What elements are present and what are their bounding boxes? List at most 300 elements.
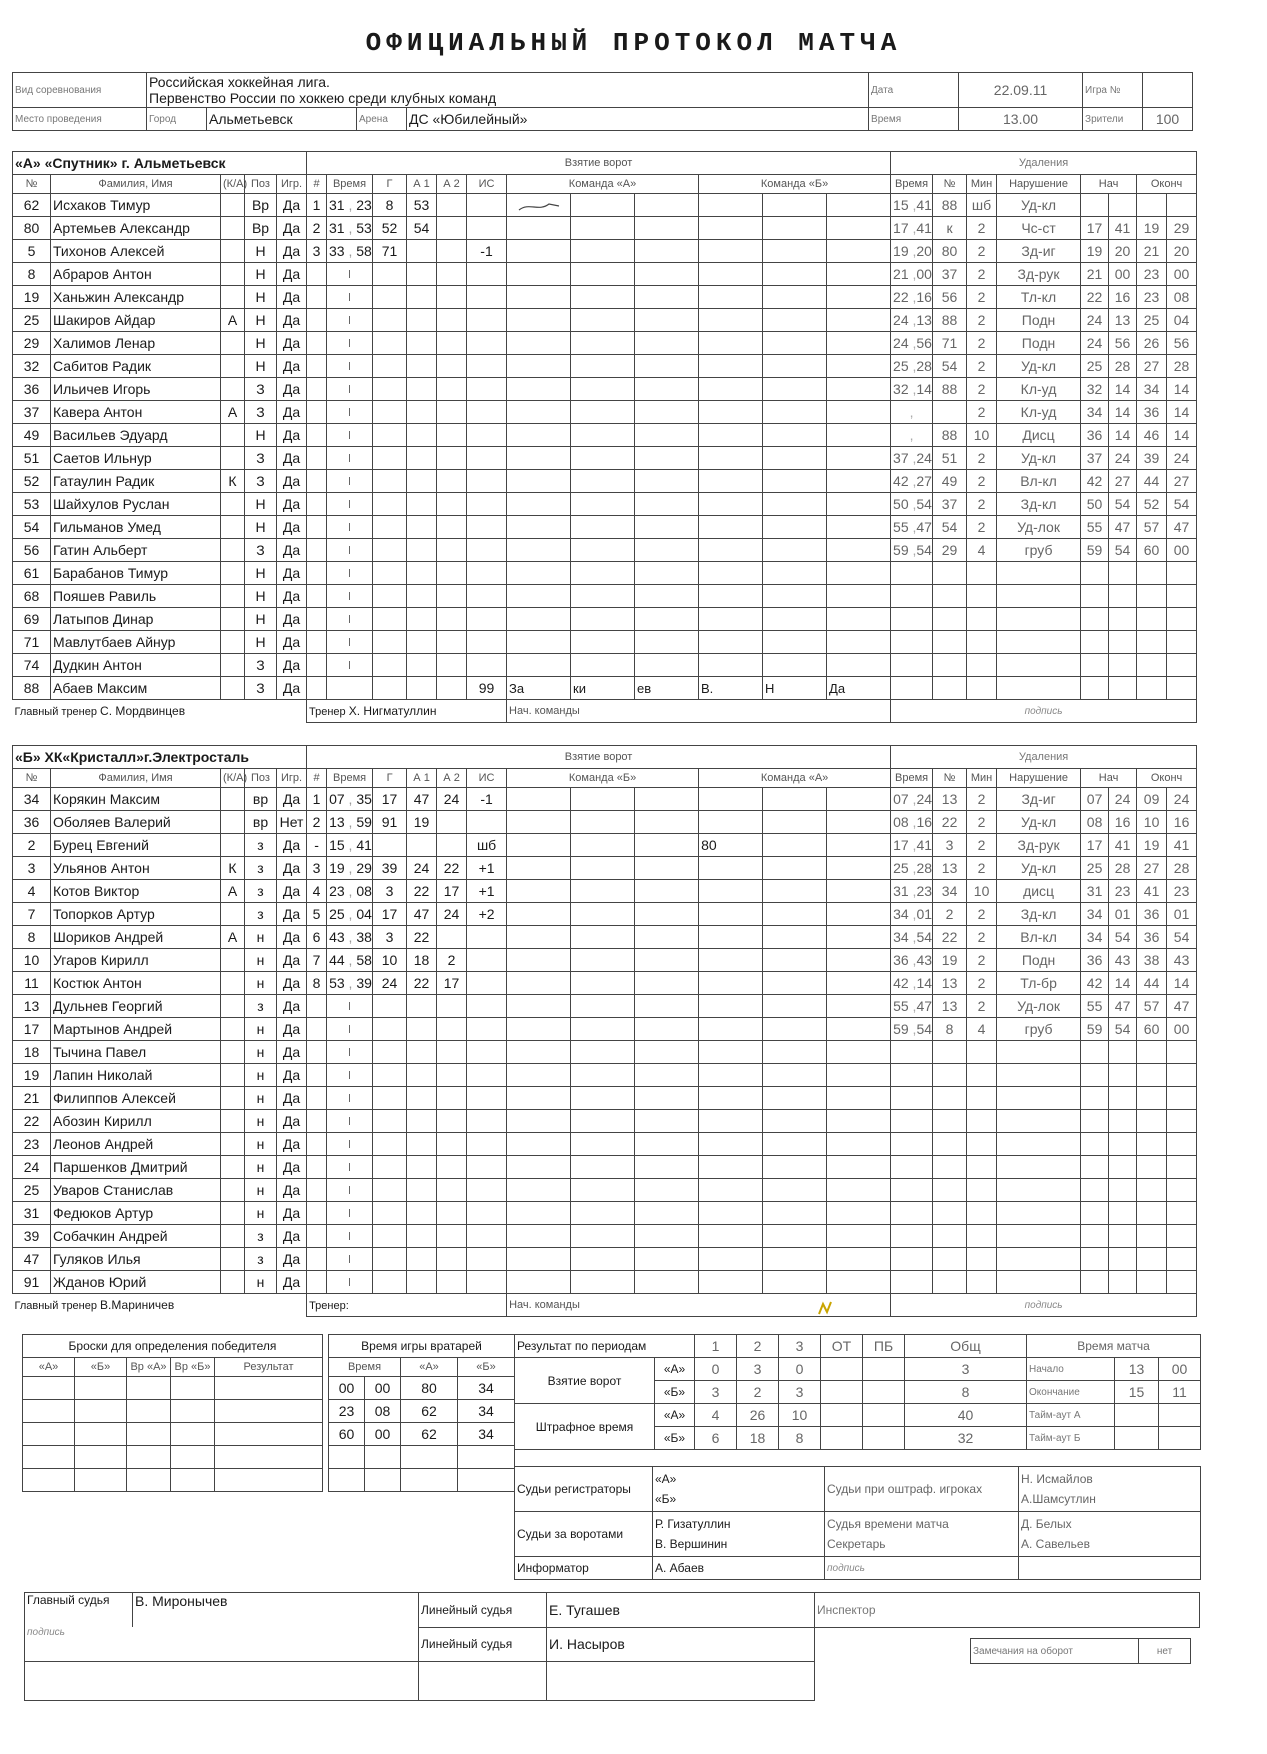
col-pen-minutes: Мин [967, 769, 997, 788]
goal-empty [467, 654, 507, 677]
pen-empty [1109, 1202, 1137, 1225]
player-name: Гатин Альберт [51, 539, 221, 562]
goal-minute: 25 [329, 906, 345, 922]
pen-player: 88 [933, 378, 967, 401]
goal-empty [373, 631, 407, 654]
goal-plus-minus: шб [467, 834, 507, 857]
player-row [13, 355, 1197, 378]
pen-empty [967, 1271, 997, 1294]
pen-infraction: Зд-рук [997, 834, 1081, 857]
goal-plus-minus [467, 926, 507, 949]
player-played: Да [277, 332, 307, 355]
goalie-empty [329, 1469, 365, 1492]
goal-assist-1 [407, 240, 437, 263]
goal-empty [373, 1271, 407, 1294]
player-name: Халимов Ленар [51, 332, 221, 355]
pen-start-sec: 41 [1109, 217, 1137, 240]
goal-empty [437, 1271, 467, 1294]
team-goal-cell [827, 788, 891, 811]
pen-minutes: 2 [967, 378, 997, 401]
player-number: 24 [13, 1156, 51, 1179]
goal-empty [437, 332, 467, 355]
pen-end-min: 44 [1137, 972, 1167, 995]
pen-start-min: 21 [1081, 263, 1109, 286]
goal-minute: 53 [329, 975, 345, 991]
pen-empty [1137, 654, 1167, 677]
match-end-label: Окончание [1027, 1381, 1115, 1404]
pen-minutes: 2 [967, 355, 997, 378]
pen-start-min: 19 [1081, 240, 1109, 263]
goal-empty [437, 1179, 467, 1202]
team-goal-cell [571, 880, 635, 903]
pen-start-min: 08 [1081, 811, 1109, 834]
team-goal-cell [635, 608, 699, 631]
player-played: Да [277, 286, 307, 309]
team-goal-cell [507, 608, 571, 631]
goal-number [307, 1087, 327, 1110]
line-ref-empty-name [547, 1662, 815, 1701]
document-title: ОФИЦИАЛЬНЫЙ ПРОТОКОЛ МАТЧА [365, 28, 902, 58]
player-row [13, 240, 1197, 263]
pen-empty [1167, 585, 1197, 608]
pen-infraction: груб [997, 539, 1081, 562]
pen-end-min: 10 [1137, 811, 1167, 834]
player-captain-mark [221, 585, 245, 608]
team-goal-cell [763, 857, 827, 880]
pen-empty [1109, 654, 1137, 677]
pen-end-sec: 47 [1167, 995, 1197, 1018]
pen-infraction: Зд-рук [997, 263, 1081, 286]
team-goal-cell [827, 995, 891, 1018]
goal-empty [437, 470, 467, 493]
team-goal-cell [763, 286, 827, 309]
pen-start-min: 25 [1081, 857, 1109, 880]
pen-empty [891, 1248, 933, 1271]
player-captain-mark [221, 608, 245, 631]
pen-infraction: Тл-бр [997, 972, 1081, 995]
player-name: Жданов Юрий [51, 1271, 221, 1294]
goal-empty [373, 1064, 407, 1087]
goal-empty [407, 1087, 437, 1110]
period-team-label: «А» [655, 1404, 695, 1427]
pen-end-sec: 54 [1167, 926, 1197, 949]
pen-empty [967, 562, 997, 585]
shootout-cell [127, 1400, 171, 1423]
goal-empty [437, 631, 467, 654]
pen-minute: 17 [893, 220, 909, 236]
team-goal-cell [571, 1202, 635, 1225]
pen-minutes: 10 [967, 880, 997, 903]
player-row [13, 654, 1197, 677]
pen-empty [1081, 1248, 1109, 1271]
pen-time: 59 ,54 [891, 539, 933, 562]
player-position: з [245, 903, 277, 926]
shootout-cell [75, 1446, 127, 1469]
player-row [13, 539, 1197, 562]
pen-empty [1167, 1133, 1197, 1156]
pen-empty [997, 631, 1081, 654]
pen-second: 16 [916, 814, 933, 830]
player-name: Филиппов Алексей [51, 1087, 221, 1110]
pen-end-sec: 14 [1167, 378, 1197, 401]
goal-minute: 31 [329, 197, 345, 213]
game-no-value [1143, 73, 1193, 108]
goal-time [327, 355, 373, 378]
pen-empty [967, 1133, 997, 1156]
pen-empty [891, 562, 933, 585]
pen-empty [1137, 585, 1167, 608]
player-name: Гуляков Илья [51, 1248, 221, 1271]
pen-empty [1167, 677, 1197, 700]
goal-empty [467, 424, 507, 447]
goal-empty [467, 1018, 507, 1041]
goal-empty [373, 539, 407, 562]
pen-time: 59 ,54 [891, 1018, 933, 1041]
team-goal-cell [699, 355, 763, 378]
goal-number [307, 286, 327, 309]
col-team-left: Команда «Б» [507, 769, 699, 788]
time-label: Время [869, 108, 959, 131]
col-position: Поз [245, 175, 277, 194]
shootout-table [22, 1334, 323, 1492]
pen-time: 19 ,20 [891, 240, 933, 263]
pen-empty [933, 1225, 967, 1248]
player-number: 88 [13, 677, 51, 700]
pen-empty [1081, 1064, 1109, 1087]
goal-assist-2: 17 [437, 880, 467, 903]
team-goal-cell [699, 332, 763, 355]
period-results-title: Результат по периодам [515, 1335, 695, 1358]
player-played: Да [277, 677, 307, 700]
time-value: 13.00 [959, 108, 1083, 131]
pen-player: 13 [933, 857, 967, 880]
goal-time [327, 1041, 373, 1064]
player-name: Кавера Антон [51, 401, 221, 424]
goal-scorer: 17 [373, 788, 407, 811]
player-name: Мавлутбаев Айнур [51, 631, 221, 654]
goal-empty [437, 424, 467, 447]
goalie-time-title: Время игры вратарей [329, 1335, 515, 1358]
goal-scorer: 52 [373, 217, 407, 240]
goal-time [327, 1271, 373, 1294]
team-goal-cell [763, 1156, 827, 1179]
team-goal-cell [507, 217, 571, 240]
goal-empty [373, 995, 407, 1018]
team-b-table [12, 745, 1197, 1317]
player-position: н [245, 972, 277, 995]
player-position: вр [245, 811, 277, 834]
pen-empty [933, 631, 967, 654]
goal-number [307, 562, 327, 585]
player-number: 17 [13, 1018, 51, 1041]
goal-number [307, 1225, 327, 1248]
period-results-table [514, 1334, 1027, 1450]
pen-start-sec: 27 [1109, 470, 1137, 493]
summary-section [22, 1334, 1200, 1574]
team-goal-cell [763, 1248, 827, 1271]
team-goal-cell [571, 1087, 635, 1110]
goal-number: 1 [307, 194, 327, 217]
player-number: 8 [13, 926, 51, 949]
team-goal-cell [571, 1110, 635, 1133]
head-coach-label: Главный тренер [14, 706, 97, 719]
period-total-header: Общ [905, 1335, 1027, 1358]
pen-empty [1109, 1225, 1137, 1248]
player-number: 36 [13, 811, 51, 834]
pen-start-sec: 23 [1109, 880, 1137, 903]
team-goal-cell [763, 972, 827, 995]
team-goal-cell [635, 263, 699, 286]
pen-minutes: 2 [967, 926, 997, 949]
team-goal-cell [763, 585, 827, 608]
pen-minutes: 2 [967, 217, 997, 240]
goal-empty [467, 1179, 507, 1202]
goal-assist-1: 47 [407, 788, 437, 811]
team-goal-cell [699, 240, 763, 263]
shootout-col-result: Результат [215, 1358, 323, 1377]
team-goal-cell [635, 788, 699, 811]
goal-time [327, 1018, 373, 1041]
player-captain-mark [221, 355, 245, 378]
pen-empty [1081, 585, 1109, 608]
shootout-cell [171, 1400, 215, 1423]
goal-assist-1: 18 [407, 949, 437, 972]
goal-second: 29 [356, 860, 372, 876]
pen-start-sec: 01 [1109, 903, 1137, 926]
goalie-empty [365, 1446, 401, 1469]
competition-name: Российская хоккейная лига. Первенство России по хоккею среди клубных команд [147, 73, 869, 108]
player-number: 74 [13, 654, 51, 677]
pen-second: 16 [916, 289, 932, 305]
goal-empty [407, 493, 437, 516]
pen-empty [1167, 1041, 1197, 1064]
goal-empty [437, 1133, 467, 1156]
goal-empty [467, 1156, 507, 1179]
goal-scorer: 91 [373, 811, 407, 834]
goal-number [307, 1018, 327, 1041]
goal-empty [407, 608, 437, 631]
team-goal-cell [635, 654, 699, 677]
goal-assist-2: 24 [437, 903, 467, 926]
goal-second: 41 [356, 837, 372, 853]
pen-second: 27 [916, 473, 932, 489]
pen-minutes: 2 [967, 811, 997, 834]
pen-infraction: Вл-кл [997, 470, 1081, 493]
team-goal-cell [507, 493, 571, 516]
player-captain-mark [221, 424, 245, 447]
goal-empty [467, 401, 507, 424]
period-value [863, 1381, 905, 1404]
team-goal-cell [635, 995, 699, 1018]
pen-infraction: Уд-лок [997, 516, 1081, 539]
team-sign-label: подпись [891, 700, 1197, 723]
player-name: Абраров Антон [51, 263, 221, 286]
team-goal-cell [763, 1179, 827, 1202]
pen-empty [1109, 1179, 1137, 1202]
goal-number: 2 [307, 811, 327, 834]
player-position: Н [245, 516, 277, 539]
goal-empty [407, 355, 437, 378]
pen-empty [1137, 1271, 1167, 1294]
pen-empty [1137, 562, 1167, 585]
player-row [13, 263, 1197, 286]
team-goal-cell [507, 263, 571, 286]
pen-start-sec: 14 [1109, 401, 1137, 424]
head-coach-label: Главный тренер [14, 1300, 97, 1313]
team-goal-cell [827, 972, 891, 995]
period-team-label: «Б» [655, 1427, 695, 1450]
pen-empty [933, 1156, 967, 1179]
pen-minute: 32 [893, 381, 909, 397]
team-goal-cell [507, 1248, 571, 1271]
goal-number [307, 654, 327, 677]
player-number: 10 [13, 949, 51, 972]
goal-time [327, 654, 373, 677]
pen-minute: 34 [893, 929, 909, 945]
team-title: «А» «Спутник» г. Альметьевск [13, 152, 307, 175]
pen-empty [967, 585, 997, 608]
pen-empty [1081, 1133, 1109, 1156]
player-number: 8 [13, 263, 51, 286]
team-goal-cell [699, 516, 763, 539]
goal-number [307, 401, 327, 424]
team-goal-cell [763, 240, 827, 263]
pen-empty [1109, 677, 1137, 700]
spectators-label: Зрители [1083, 108, 1143, 131]
player-captain-mark [221, 631, 245, 654]
pen-empty [967, 654, 997, 677]
pen-start-sec: 43 [1109, 949, 1137, 972]
pen-start-sec: 54 [1109, 1018, 1137, 1041]
pen-second: 14 [916, 381, 932, 397]
player-position: З [245, 539, 277, 562]
shootout-col-a: «А» [23, 1358, 75, 1377]
team-goal-cell [827, 926, 891, 949]
goal-number [307, 1248, 327, 1271]
goal-number [307, 1133, 327, 1156]
pen-empty [933, 677, 967, 700]
game-no-label: Игра № [1083, 73, 1143, 108]
goalie-a: 80 [401, 1377, 458, 1400]
pen-infraction: Вл-кл [997, 926, 1081, 949]
goal-time [327, 378, 373, 401]
pen-time: 08 ,16 [891, 811, 933, 834]
goal-empty [373, 677, 407, 700]
player-position: З [245, 447, 277, 470]
team-goal-cell [827, 562, 891, 585]
pen-minutes: 4 [967, 1018, 997, 1041]
team-goal-cell [699, 1225, 763, 1248]
goal-plus-minus [467, 949, 507, 972]
player-captain-mark: А [221, 926, 245, 949]
player-played: Да [277, 903, 307, 926]
pen-infraction: Уд-лок [997, 995, 1081, 1018]
player-name: Саетов Ильнур [51, 447, 221, 470]
col-assist-1: А 1 [407, 769, 437, 788]
goal-scorer: 71 [373, 240, 407, 263]
pen-end-min: 23 [1137, 286, 1167, 309]
player-name: Корякин Максим [51, 788, 221, 811]
pen-second: 47 [916, 998, 933, 1014]
pen-empty [967, 1110, 997, 1133]
team-goal-cell [699, 1041, 763, 1064]
pen-player: 19 [933, 949, 967, 972]
pen-empty [997, 608, 1081, 631]
goal-empty [467, 1110, 507, 1133]
player-row [13, 309, 1197, 332]
head-coach [13, 700, 307, 723]
goal-assist-1: 22 [407, 926, 437, 949]
pen-end-min: 09 [1137, 788, 1167, 811]
time-secretary-values: Д. Белых А. Савельев [1019, 1512, 1201, 1557]
goal-empty [437, 539, 467, 562]
pen-start-sec: 28 [1109, 355, 1137, 378]
team-goal-cell [827, 1018, 891, 1041]
player-position: Н [245, 631, 277, 654]
pen-minute: 15 [893, 197, 909, 213]
goalie-minute: 60 [329, 1423, 365, 1446]
team-goal-cell [571, 1271, 635, 1294]
team-goal-cell [571, 926, 635, 949]
goal-empty [373, 1133, 407, 1156]
player-row [13, 1156, 1197, 1179]
pen-start-min: 17 [1081, 834, 1109, 857]
team-goal-cell [571, 1179, 635, 1202]
player-captain-mark [221, 811, 245, 834]
goal-scorer: 10 [373, 949, 407, 972]
pen-player: 13 [933, 995, 967, 1018]
pen-time: 42 ,14 [891, 972, 933, 995]
pen-empty [997, 1271, 1081, 1294]
player-number: 19 [13, 286, 51, 309]
player-number: 2 [13, 834, 51, 857]
player-position: Вр [245, 194, 277, 217]
team-goal-cell [827, 378, 891, 401]
pen-player: 37 [933, 493, 967, 516]
pen-end-min: 27 [1137, 857, 1167, 880]
goal-number: 8 [307, 972, 327, 995]
player-played: Да [277, 355, 307, 378]
player-played: Да [277, 995, 307, 1018]
team-goal-cell [763, 926, 827, 949]
shootout-goalie-mark: 80 [699, 834, 763, 857]
goal-empty [373, 263, 407, 286]
pen-minute: 59 [893, 1021, 909, 1037]
main-ref-empty [25, 1662, 419, 1701]
pen-player: 54 [933, 355, 967, 378]
pen-empty [933, 1248, 967, 1271]
player-captain-mark [221, 1133, 245, 1156]
pen-minute: 22 [893, 289, 909, 305]
pen-start-sec: 28 [1109, 857, 1137, 880]
goal-time [327, 1225, 373, 1248]
period-value: 0 [779, 1358, 821, 1381]
player-played: Да [277, 608, 307, 631]
goal-number [307, 1179, 327, 1202]
shootout-cell [23, 1446, 75, 1469]
pen-empty [891, 1064, 933, 1087]
team-goal-cell [763, 1018, 827, 1041]
col-played: Игр. [277, 175, 307, 194]
goal-empty [373, 286, 407, 309]
goal-second: 58 [356, 952, 372, 968]
player-row [13, 1087, 1197, 1110]
col-team-right: Команда «А» [699, 769, 891, 788]
goal-number: - [307, 834, 327, 857]
pen-empty [1137, 608, 1167, 631]
player-captain-mark [221, 1156, 245, 1179]
pen-end-min: 27 [1137, 355, 1167, 378]
